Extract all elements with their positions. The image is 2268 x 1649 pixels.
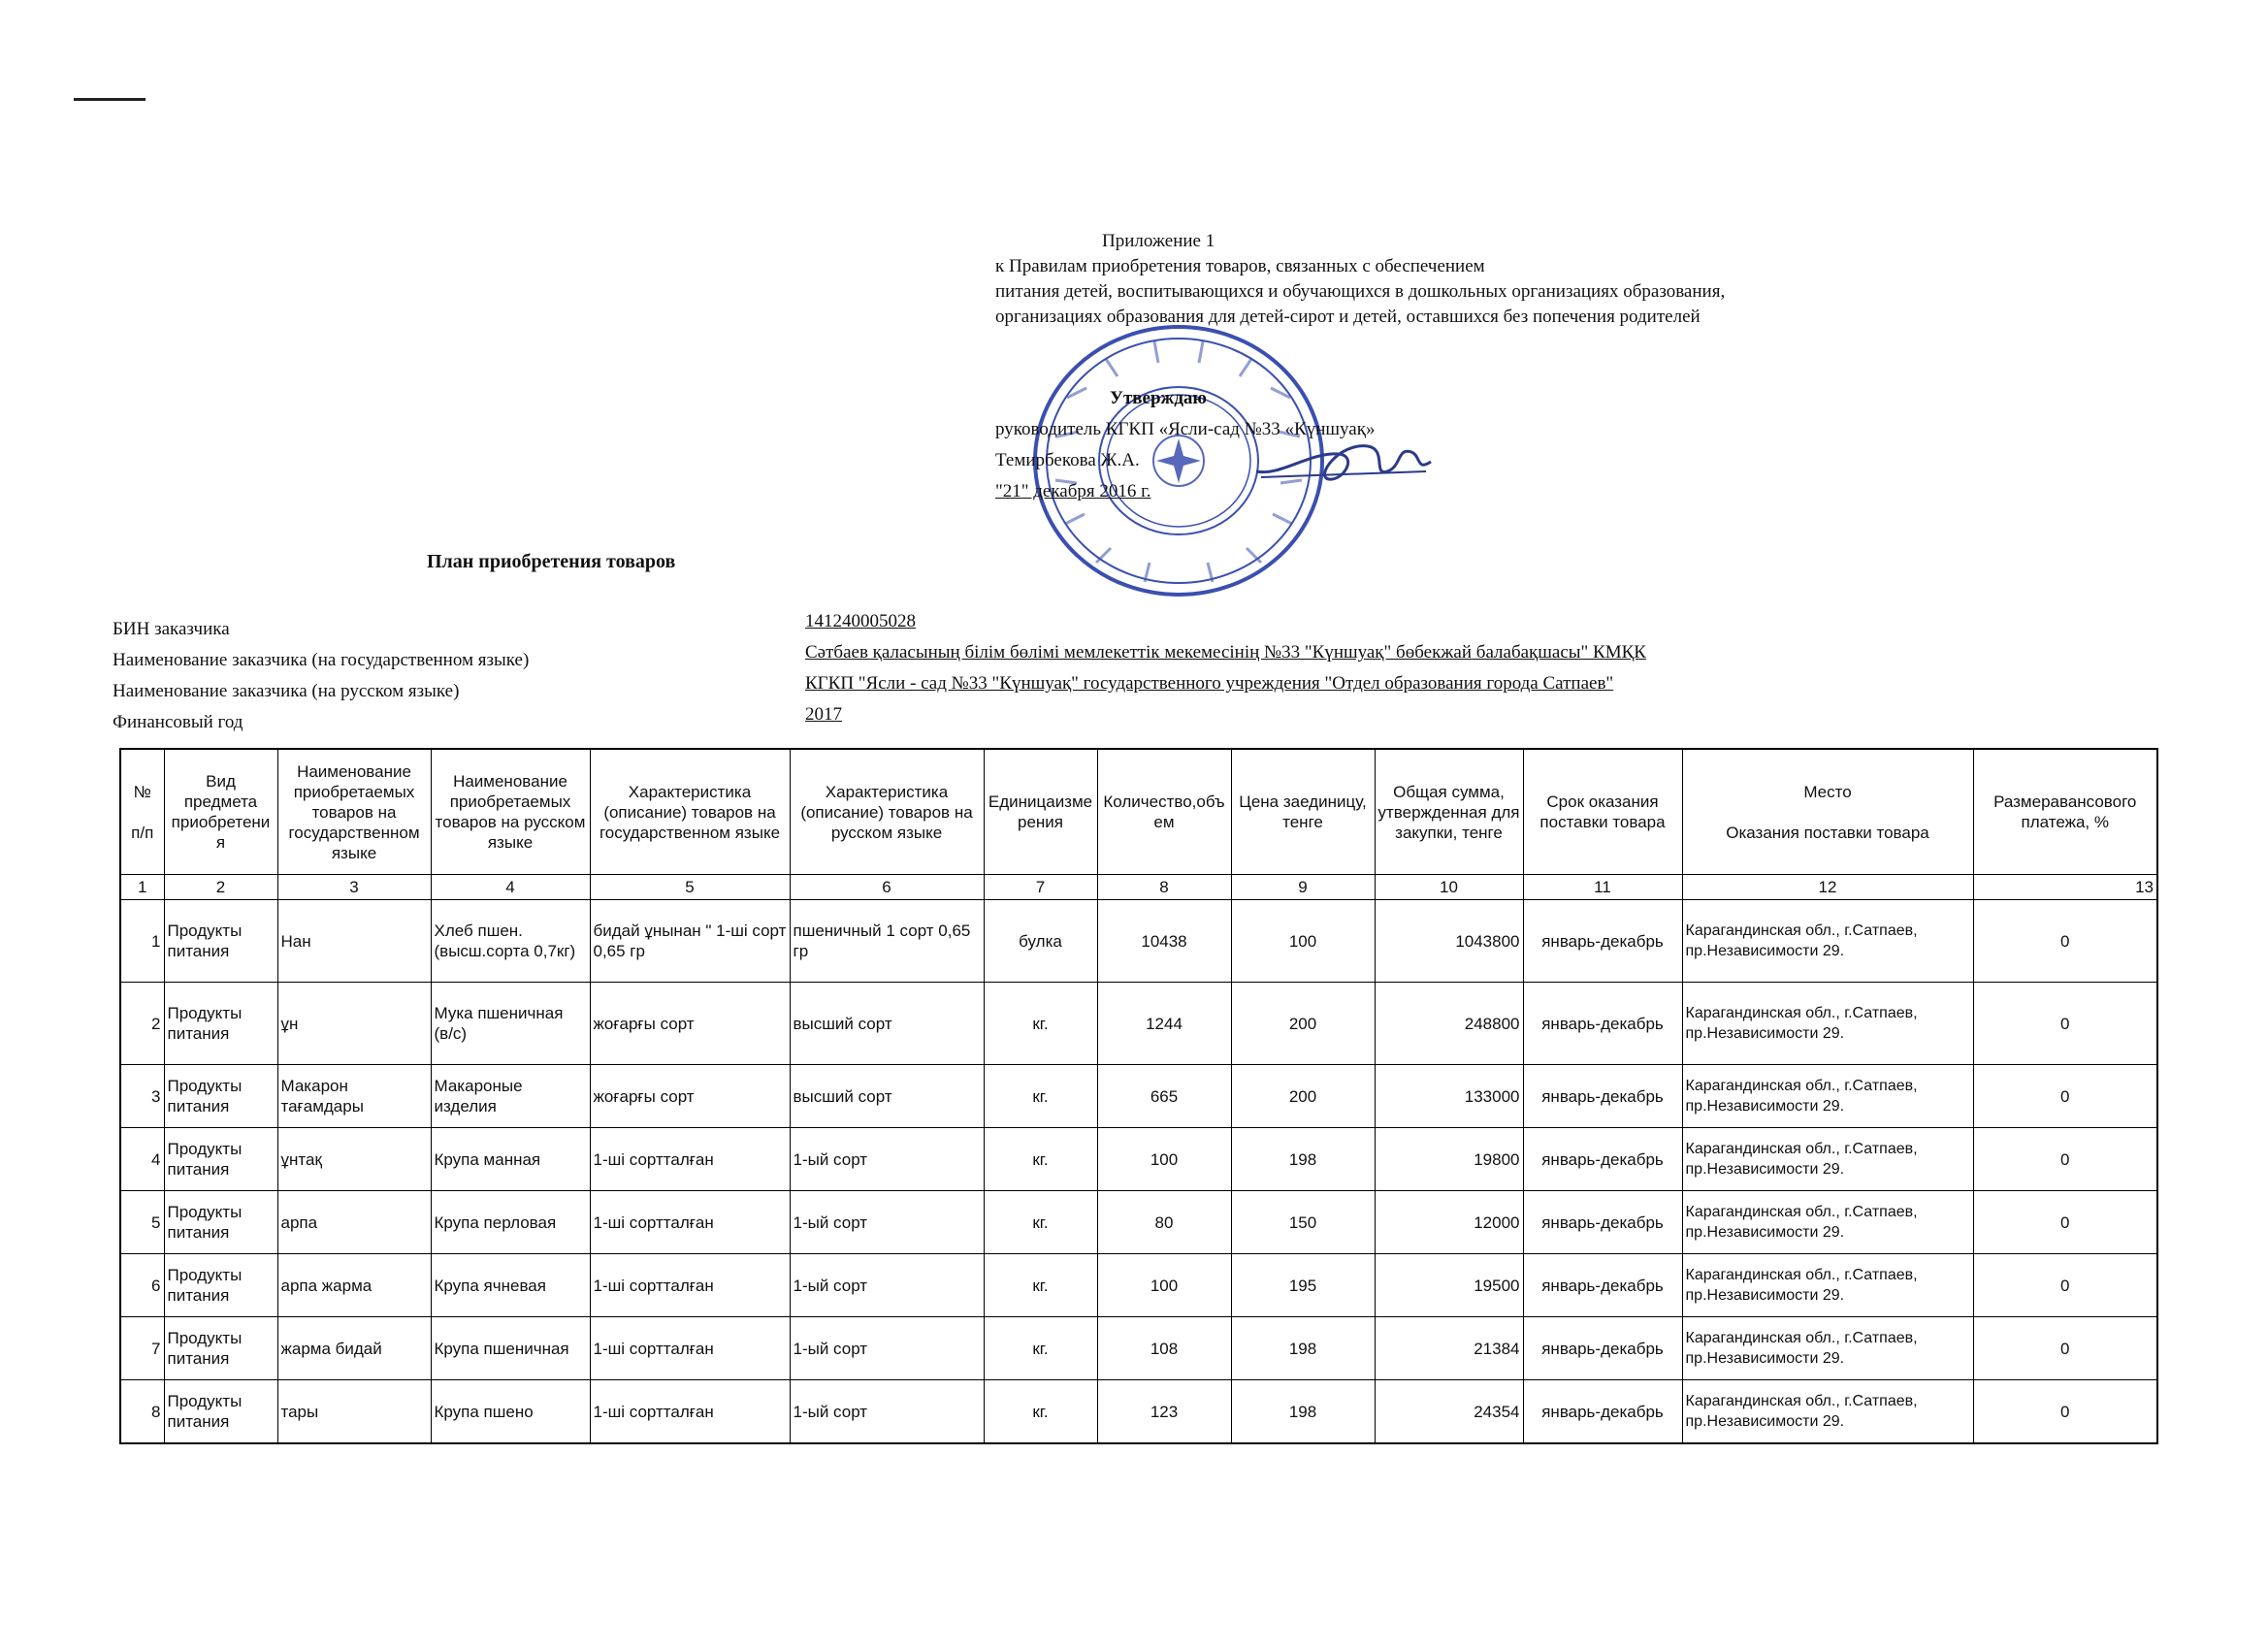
document-title: План приобретения товаров [427, 551, 676, 572]
cell-row-number: 7 [120, 1317, 164, 1380]
cell-item-type: Продукты питания [164, 983, 277, 1065]
cell-description-kz: 1-ші сортталған [590, 1254, 790, 1317]
column-number: 3 [277, 875, 431, 900]
header-cell: Размеравансового платежа, % [1973, 749, 2157, 875]
cell-delivery-term: январь-декабрь [1523, 1380, 1682, 1444]
column-number: 1 [120, 875, 164, 900]
cell-quantity: 123 [1097, 1380, 1231, 1444]
header-cell: Количество,объем [1097, 749, 1231, 875]
cell-unit-price: 198 [1231, 1128, 1375, 1191]
cell-advance-percent: 0 [1973, 1380, 2157, 1444]
cell-row-number: 5 [120, 1191, 164, 1254]
cell-description-kz: жоғарғы сорт [590, 983, 790, 1065]
cell-description-ru: 1-ый сорт [790, 1128, 984, 1191]
cell-item-type: Продукты питания [164, 1254, 277, 1317]
table-row [120, 1254, 2157, 1317]
header-cell: Срок оказания поставки товара [1523, 749, 1682, 875]
approval-heading: Утверждаю [1110, 388, 1207, 408]
header-cell: Наименование приобретаемых товаров на государственном языке [277, 749, 431, 875]
cell-quantity: 100 [1097, 1128, 1231, 1191]
cell-unit-price: 150 [1231, 1191, 1375, 1254]
cell-unit: кг. [984, 1065, 1097, 1128]
header-cell: Вид предмета приобретения [164, 749, 277, 875]
cell-unit: кг. [984, 1380, 1097, 1444]
cell-delivery-term: январь-декабрь [1523, 983, 1682, 1065]
cell-description-ru: 1-ый сорт [790, 1254, 984, 1317]
cell-unit-price: 198 [1231, 1380, 1375, 1444]
cell-unit: кг. [984, 1128, 1097, 1191]
cell-description-kz: 1-ші сортталған [590, 1317, 790, 1380]
column-number: 13 [1973, 875, 2157, 900]
cell-name-kz: жарма бидай [277, 1317, 431, 1380]
cell-delivery-place: Карагандинская обл., г.Сатпаев, пр.Независимости 29. [1682, 900, 1973, 983]
table-row [120, 1128, 2157, 1191]
appendix-line-3: питания детей, воспитывающихся и обучающихся в дошкольных организациях образования, [995, 281, 1726, 302]
appendix-line-1: Приложение 1 [1102, 231, 1215, 251]
column-number: 9 [1231, 875, 1375, 900]
cell-description-kz: бидай ұнынан " 1-ші сорт 0,65 гр [590, 900, 790, 983]
header-cell: Единицаизмерения [984, 749, 1097, 875]
cell-delivery-place: Карагандинская обл., г.Сатпаев, пр.Независимости 29. [1682, 1317, 1973, 1380]
cell-advance-percent: 0 [1973, 1128, 2157, 1191]
cell-name-kz: Макарон тағамдары [277, 1065, 431, 1128]
cell-description-kz: 1-ші сортталған [590, 1128, 790, 1191]
table-body [120, 900, 2157, 1444]
cell-quantity: 1244 [1097, 983, 1231, 1065]
header-cell: Характеристика (описание) товаров на государственном языке [590, 749, 790, 875]
table-header-row [120, 749, 2157, 875]
approval-position: руководитель КГКП «Ясли-сад №33 «Күншуақ» [995, 419, 1376, 439]
cell-description-kz: 1-ші сортталған [590, 1191, 790, 1254]
cell-description-ru: 1-ый сорт [790, 1380, 984, 1444]
cell-item-type: Продукты питания [164, 1128, 277, 1191]
table-row [120, 1317, 2157, 1380]
cell-description-kz: жоғарғы сорт [590, 1065, 790, 1128]
cell-unit-price: 100 [1231, 900, 1375, 983]
cell-unit: кг. [984, 1191, 1097, 1254]
cell-unit: кг. [984, 1254, 1097, 1317]
cell-item-type: Продукты питания [164, 1380, 277, 1444]
cell-item-type: Продукты питания [164, 1317, 277, 1380]
cell-name-ru: Крупа ячневая [431, 1254, 590, 1317]
appendix-line-2: к Правилам приобретения товаров, связанных с обеспечением [995, 256, 1485, 276]
cell-total-amount: 248800 [1375, 983, 1523, 1065]
cell-name-ru: Макароные изделия [431, 1065, 590, 1128]
cell-name-kz: ұн [277, 983, 431, 1065]
cell-row-number: 1 [120, 900, 164, 983]
cell-name-ru: Крупа перловая [431, 1191, 590, 1254]
cell-name-ru: Крупа пшеничная [431, 1317, 590, 1380]
label-name-ru: Наименование заказчика (на русском языке) [113, 681, 460, 701]
cell-delivery-place: Карагандинская обл., г.Сатпаев, пр.Независимости 29. [1682, 1380, 1973, 1444]
table-row [120, 1065, 2157, 1128]
header-cell: Наименование приобретаемых товаров на русском языке [431, 749, 590, 875]
cell-description-ru: 1-ый сорт [790, 1317, 984, 1380]
cell-name-ru: Крупа манная [431, 1128, 590, 1191]
cell-advance-percent: 0 [1973, 1191, 2157, 1254]
cell-unit-price: 200 [1231, 983, 1375, 1065]
cell-item-type: Продукты питания [164, 1065, 277, 1128]
cell-advance-percent: 0 [1973, 1254, 2157, 1317]
cell-name-kz: арпа [277, 1191, 431, 1254]
cell-total-amount: 12000 [1375, 1191, 1523, 1254]
cell-advance-percent: 0 [1973, 1065, 2157, 1128]
label-year: Финансовый год [113, 712, 243, 732]
cell-delivery-term: январь-декабрь [1523, 1128, 1682, 1191]
header-cell: Цена заединицу, тенге [1231, 749, 1375, 875]
column-number: 8 [1097, 875, 1231, 900]
cell-description-ru: пшеничный 1 сорт 0,65 гр [790, 900, 984, 983]
cell-item-type: Продукты питания [164, 1191, 277, 1254]
cell-name-kz: арпа жарма [277, 1254, 431, 1317]
cell-delivery-place: Карагандинская обл., г.Сатпаев, пр.Независимости 29. [1682, 1065, 1973, 1128]
column-number: 12 [1682, 875, 1973, 900]
column-number: 7 [984, 875, 1097, 900]
cell-unit: кг. [984, 1317, 1097, 1380]
cell-total-amount: 19500 [1375, 1254, 1523, 1317]
signature [1251, 433, 1436, 491]
cell-name-kz: тары [277, 1380, 431, 1444]
cell-name-kz: ұнтақ [277, 1128, 431, 1191]
cell-name-kz: Нан [277, 900, 431, 983]
label-name-kz: Наименование заказчика (на государственном языке) [113, 650, 530, 670]
cell-quantity: 108 [1097, 1317, 1231, 1380]
cell-name-ru: Крупа пшено [431, 1380, 590, 1444]
cell-delivery-place: Карагандинская обл., г.Сатпаев, пр.Независимости 29. [1682, 1128, 1973, 1191]
column-number: 10 [1375, 875, 1523, 900]
cell-delivery-place: Карагандинская обл., г.Сатпаев, пр.Независимости 29. [1682, 983, 1973, 1065]
cell-row-number: 6 [120, 1254, 164, 1317]
cell-row-number: 3 [120, 1065, 164, 1128]
column-number-row [120, 875, 2157, 900]
scan-mark [74, 98, 146, 101]
cell-delivery-term: январь-декабрь [1523, 1065, 1682, 1128]
header-cell: Общая сумма, утвержденная для закупки, тенге [1375, 749, 1523, 875]
column-number: 4 [431, 875, 590, 900]
value-name-ru: КГКП "Ясли - сад №33 "Күншуақ" государственного учреждения "Отдел образования города Сатпаев" [805, 673, 1614, 694]
cell-description-ru: высший сорт [790, 983, 984, 1065]
cell-total-amount: 133000 [1375, 1065, 1523, 1128]
purchase-plan-table [119, 748, 2158, 1444]
table-row [120, 1380, 2157, 1444]
cell-delivery-term: январь-декабрь [1523, 1191, 1682, 1254]
cell-advance-percent: 0 [1973, 900, 2157, 983]
cell-name-ru: Мука пшеничная (в/с) [431, 983, 590, 1065]
cell-row-number: 8 [120, 1380, 164, 1444]
cell-description-ru: 1-ый сорт [790, 1191, 984, 1254]
cell-quantity: 665 [1097, 1065, 1231, 1128]
cell-quantity: 80 [1097, 1191, 1231, 1254]
cell-unit: кг. [984, 983, 1097, 1065]
cell-delivery-place: Карагандинская обл., г.Сатпаев, пр.Независимости 29. [1682, 1254, 1973, 1317]
column-number: 11 [1523, 875, 1682, 900]
cell-total-amount: 21384 [1375, 1317, 1523, 1380]
table-row [120, 983, 2157, 1065]
cell-item-type: Продукты питания [164, 900, 277, 983]
value-bin: 141240005028 [805, 611, 916, 631]
cell-quantity: 100 [1097, 1254, 1231, 1317]
column-number: 5 [590, 875, 790, 900]
cell-advance-percent: 0 [1973, 983, 2157, 1065]
cell-unit-price: 198 [1231, 1317, 1375, 1380]
cell-description-ru: высший сорт [790, 1065, 984, 1128]
header-cell: № п/п [120, 749, 164, 875]
cell-row-number: 2 [120, 983, 164, 1065]
cell-unit-price: 195 [1231, 1254, 1375, 1317]
header-cell: Характеристика (описание) товаров на русском языке [790, 749, 984, 875]
cell-delivery-place: Карагандинская обл., г.Сатпаев, пр.Независимости 29. [1682, 1191, 1973, 1254]
cell-delivery-term: январь-декабрь [1523, 900, 1682, 983]
approval-signer-name: Темирбекова Ж.А. [995, 450, 1140, 470]
header-cell: Место Оказания поставки товара [1682, 749, 1973, 875]
column-number: 6 [790, 875, 984, 900]
approval-date: "21" декабря 2016 г. [995, 481, 1151, 501]
value-year: 2017 [805, 704, 842, 725]
cell-name-ru: Хлеб пшен. (высш.сорта 0,7кг) [431, 900, 590, 983]
cell-delivery-term: январь-декабрь [1523, 1317, 1682, 1380]
cell-unit-price: 200 [1231, 1065, 1375, 1128]
column-number: 2 [164, 875, 277, 900]
value-name-kz: Сәтбаев қаласының білім бөлімі мемлекеттік мекемесінің №33 "Күншуақ" бөбекжай балабақшасы" КМҚК [805, 642, 1646, 663]
appendix-line-4: организациях образования для детей-сирот и детей, оставшихся без попечения родителей [995, 307, 1701, 327]
label-bin: БИН заказчика [113, 619, 230, 639]
cell-delivery-term: январь-декабрь [1523, 1254, 1682, 1317]
cell-description-kz: 1-ші сортталған [590, 1380, 790, 1444]
cell-total-amount: 24354 [1375, 1380, 1523, 1444]
cell-unit: булка [984, 900, 1097, 983]
table-row [120, 900, 2157, 983]
cell-quantity: 10438 [1097, 900, 1231, 983]
cell-advance-percent: 0 [1973, 1317, 2157, 1380]
table-row [120, 1191, 2157, 1254]
cell-total-amount: 1043800 [1375, 900, 1523, 983]
cell-row-number: 4 [120, 1128, 164, 1191]
cell-total-amount: 19800 [1375, 1128, 1523, 1191]
